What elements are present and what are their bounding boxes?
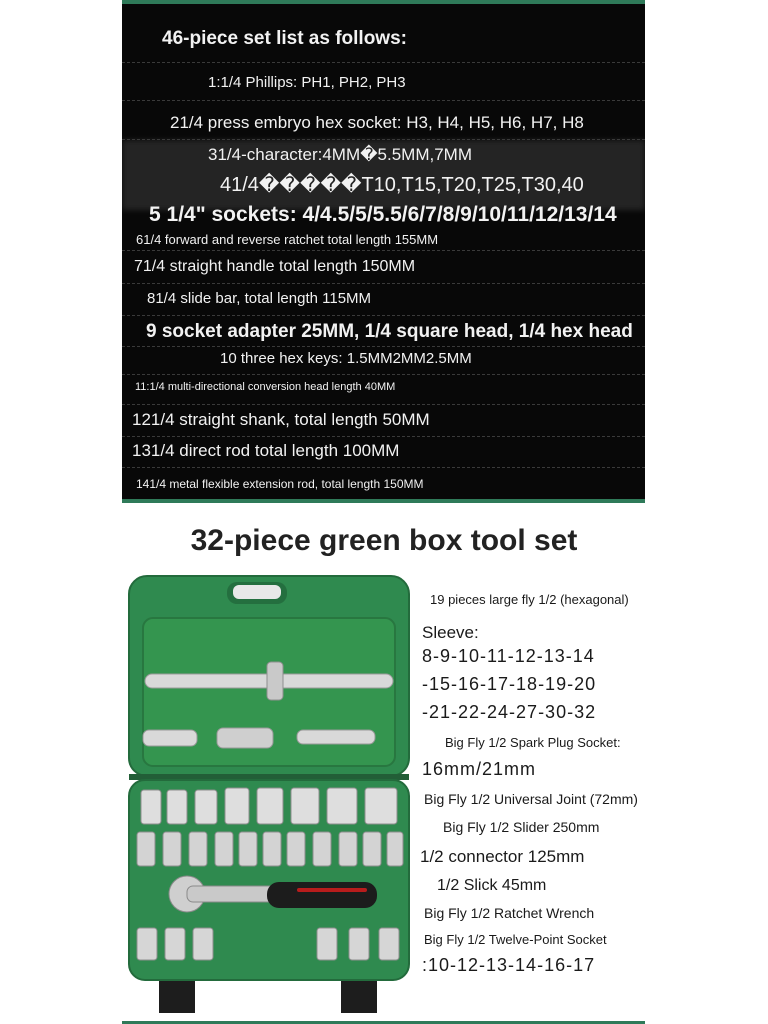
list-item: 10 three hex keys: 1.5MM2MM2.5MM [220, 350, 472, 367]
list-item: 1:1/4 Phillips: PH1, PH2, PH3 [208, 74, 406, 91]
spec-line: Big Fly 1/2 Slider 250mm [443, 819, 600, 835]
bottom-accent-line [122, 499, 645, 503]
list-item: 41/4�����T10,T15,T20,T25,T30,40 [220, 174, 584, 196]
spec-line: Big Fly 1/2 Twelve-Point Socket [424, 932, 607, 947]
spec-line: Big Fly 1/2 Spark Plug Socket: [445, 735, 621, 750]
spec-line: 19 pieces large fly 1/2 (hexagonal) [430, 592, 629, 607]
spec-line: 8-9-10-11-12-13-14 [422, 646, 595, 666]
spec-line: Sleeve: [422, 623, 479, 642]
spec-line: 16mm/21mm [422, 759, 537, 779]
list-item: 11:1/4 multi-directional conversion head length 40MM [135, 381, 396, 393]
list-item: 5 1/4" sockets: 4/4.5/5/5.5/6/7/8/9/10/11/12/13/14 [149, 203, 617, 226]
list-item: 131/4 direct rod total length 100MM [132, 441, 400, 460]
top-accent-line [122, 0, 645, 4]
spec-line: 1/2 connector 125mm [420, 847, 585, 866]
parts-list-panel [122, 0, 645, 503]
tool-case-image [127, 570, 411, 1018]
spec-line: 1/2 Slick 45mm [437, 877, 547, 894]
list-item: 9 socket adapter 25MM, 1/4 square head, 1/4 hex head [146, 321, 633, 342]
spec-line: -21-22-24-27-30-32 [422, 702, 597, 722]
spec-line: Big Fly 1/2 Ratchet Wrench [424, 905, 595, 921]
list-item: 71/4 straight handle total length 150MM [134, 258, 416, 275]
set-title: 32-piece green box tool set [190, 524, 578, 557]
list-heading: 46-piece set list as follows: [162, 28, 407, 49]
spec-line: Big Fly 1/2 Universal Joint (72mm) [424, 791, 638, 807]
list-item: 61/4 forward and reverse ratchet total length 155MM [136, 232, 439, 247]
list-item: 81/4 slide bar, total length 115MM [147, 290, 372, 307]
list-item: 31/4-character:4MM�5.5MM,7MM [208, 145, 472, 164]
spec-line: -15-16-17-18-19-20 [422, 674, 597, 694]
spec-line: :10-12-13-14-16-17 [422, 955, 596, 975]
list-item: 21/4 press embryo hex socket: H3, H4, H5, H6, H7, H8 [170, 113, 584, 132]
list-item: 141/4 metal flexible extension rod, total length 150MM [136, 477, 424, 491]
list-item: 121/4 straight shank, total length 50MM [132, 410, 430, 429]
